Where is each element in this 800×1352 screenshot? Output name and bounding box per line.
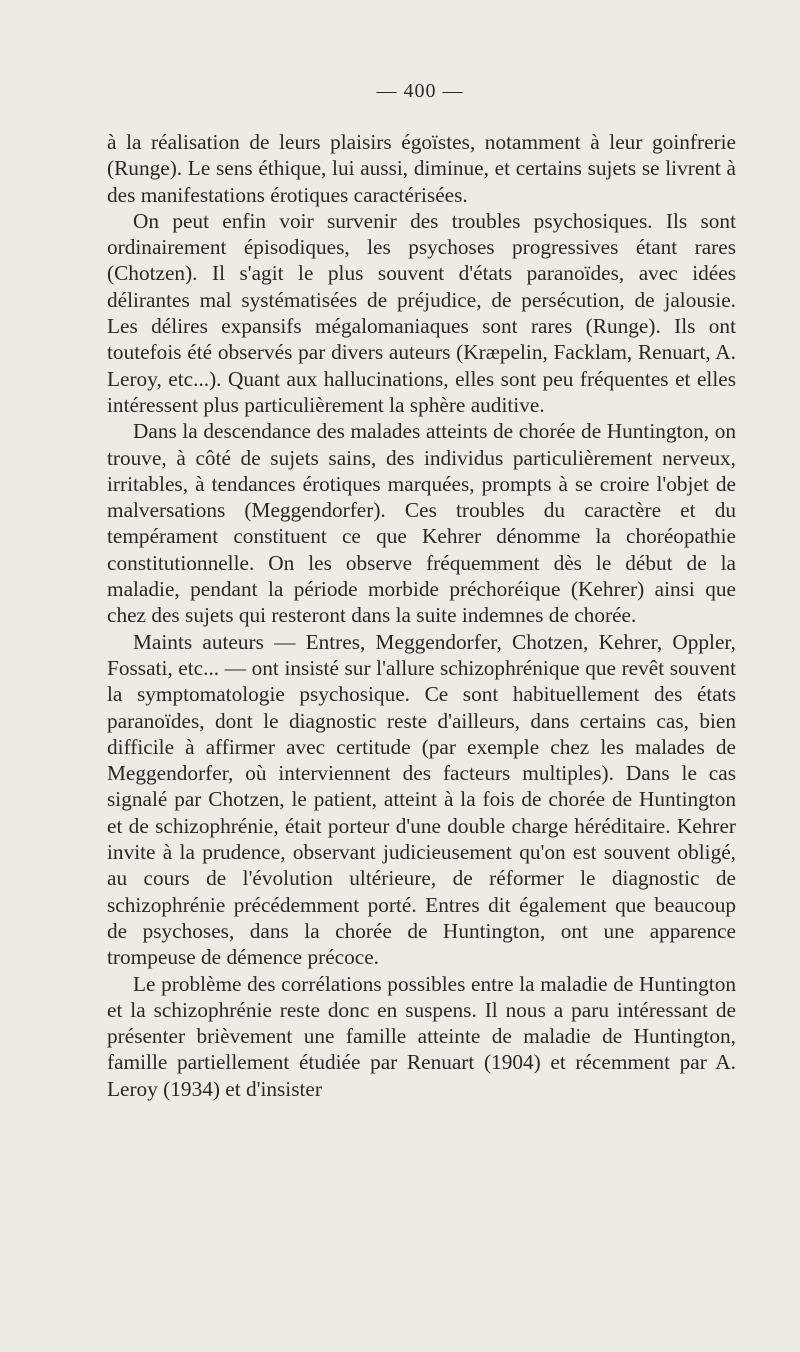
paragraph-psychoses: On peut enfin voir survenir des troubles psychosiques. Ils sont ordinairement épisodiques, les psychoses progressives étant rares (Chotzen). Il s'agit le plus souvent d'états paranoïdes, avec idées délirantes mal systématisées de préjudice, de persécution, de jalousie. Les délires expansifs mégalomaniaques sont rares (Runge). Ils ont toutefois été observés par divers auteurs (Kræpelin, Facklam, Renuart, A. Leroy, etc...). Quant aux hallucinations, elles sont peu fréquentes et elles intéressent plus particulièrement la sphère auditive.: [107, 208, 736, 417]
paragraph-probleme: Le problème des corrélations possibles entre la maladie de Huntington et la schizophrénie reste donc en suspens. Il nous a paru intéressant de présenter brièvement une famille atteinte de maladie de Huntington, famille partiellement étudiée par Renuart (1904) et récemment par A. Leroy (1934) et d'insister: [107, 971, 736, 1101]
page-number: — 400 —: [376, 80, 464, 102]
paragraph-schizophrenie: Maints auteurs — Entres, Meggendorfer, Chotzen, Kehrer, Oppler, Fossati, etc... — ont insisté sur l'allure schizophrénique que revêt souvent la symptomatologie psychosique. Ce sont habituellement des états paranoïdes, dont le diagnostic reste d'ailleurs, dans certains cas, bien difficile à affirmer avec certitude (par exemple chez les malades de Meggendorfer, où interviennent des facteurs multiples). Dans le cas signalé par Chotzen, le patient, atteint à la fois de chorée de Huntington et de schizophrénie, était porteur d'une double charge héréditaire. Kehrer invite à la prudence, observant judicieusement qu'on est souvent obligé, au cours de l'évolution ultérieure, de réformer le diagnostic de schizophrénie précédemment porté. Entres dit également que beaucoup de psychoses, dans la chorée de Huntington, ont une apparence trompeuse de démence précoce.: [107, 629, 736, 970]
paragraph-continued: à la réalisation de leurs plaisirs égoïstes, notamment à leur goinfrerie (Runge). Le sens éthique, lui aussi, diminue, et certains sujets se livrent à des manifestations érotiques caractérisées.: [107, 130, 736, 207]
body-text: [107, 129, 736, 1102]
paragraph-descendance: Dans la descendance des malades atteints de chorée de Huntington, on trouve, à côté de sujets sains, des individus particulièrement nerveux, irritables, à tendances érotiques marquées, prompts à se croire l'objet de malversations (Meggendorfer). Ces troubles du caractère et du tempérament constituent ce que Kehrer dénomme la choréopathie constitutionnelle. On les observe fréquemment dès le début de la maladie, pendant la période morbide préchoréique (Kehrer) ainsi que chez des sujets qui resteront dans la suite indemnes de chorée.: [107, 419, 736, 628]
